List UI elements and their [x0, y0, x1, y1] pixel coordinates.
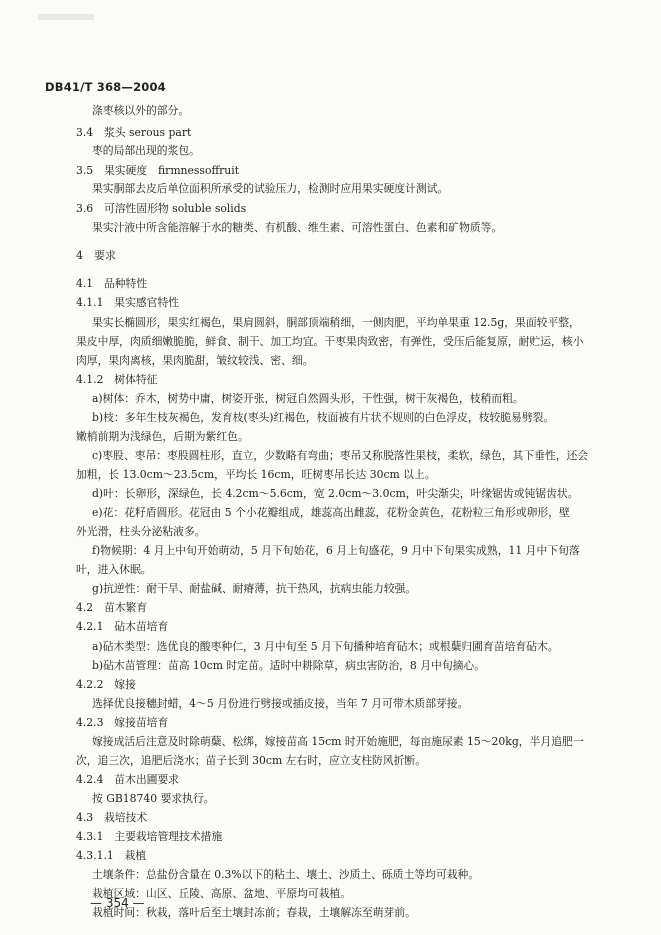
- text-line: 外光滑，柱头分泌粘液多。: [76, 525, 206, 538]
- text-line: 果实长椭圆形，果实红褐色，果肩圆斜，胴部顶端稍细，一侧肉肥，平均单果重 12.5g，果面较平整，: [92, 316, 580, 329]
- text-line: 按 GB18740 要求执行。: [92, 792, 215, 805]
- clause-heading: 4.2.4 苗木出圃要求: [76, 773, 180, 786]
- clause-heading: 3.5 果实硬度 firmnessoffruit: [76, 164, 240, 177]
- section-heading: 4 要求: [76, 249, 116, 262]
- list-item: b)砧木苗管理：苗高 10cm 时定苗。适时中耕除草，病虫害防治，8 月中旬摘心。: [92, 659, 486, 672]
- text-line: 栽植区域：山区、丘陵、高原、盆地、平原均可栽植。: [92, 887, 352, 900]
- document-code: DB41/T 368—2004: [45, 80, 166, 94]
- text-line: 栽植时间：秋栽，落叶后至土壤封冻前；春栽，土壤解冻至萌芽前。: [92, 906, 416, 919]
- text-line: 嫩梢前期为浅绿色，后期为紫红色。: [76, 430, 249, 443]
- clause-heading: 4.2.2 嫁接: [76, 678, 136, 691]
- list-item: d)叶：长卵形，深绿色，长 4.2cm～5.6cm，宽 2.0cm～3.0cm，叶尖渐尖，叶缘锯齿或钝锯齿状。: [92, 487, 579, 500]
- text-line: 选择优良接穗封蜡，4～5 月份进行劈接或插皮接，当年 7 月可带木质部芽接。: [92, 697, 469, 710]
- clause-heading: 4.3.1.1 栽植: [76, 849, 147, 862]
- clause-heading: 3.4 浆头 serous part: [76, 126, 192, 139]
- text-line: 次，追三次，追肥后浇水；苗子长到 30cm 左右时，应立支柱防风折断。: [76, 754, 426, 767]
- clause-heading: 4.2 苗木繁育: [76, 601, 148, 614]
- clause-heading: 4.2.1 砧木苗培育: [76, 620, 169, 633]
- list-item: f)物候期：4 月上中旬开始萌动，5 月下旬始花，6 月上旬盛花，9 月中下旬果实成熟，11 月中下旬落: [92, 544, 580, 557]
- text-line: 叶，进入休眠。: [76, 563, 152, 576]
- page-number: — 354 —: [90, 896, 145, 910]
- text-line: 果皮中厚，肉质细嫩脆脆，鲜食、制干、加工均宜。干枣果肉致密，有弹性，受压后能复原，耐贮运，核小: [76, 335, 584, 348]
- text-line: 加粗，长 13.0cm～23.5cm，平均长 16cm，旺树枣吊长达 30cm 以上。: [76, 468, 436, 481]
- clause-heading: 4.1.1 果实感官特性: [76, 296, 180, 309]
- text-line: 果实胴部去皮后单位面积所承受的试验压力，检测时应用果实硬度计测试。: [92, 182, 449, 195]
- text-line: 涤枣核以外的部分。: [92, 104, 190, 117]
- text-line: 枣的局部出现的浆包。: [92, 144, 200, 157]
- text-line: 肉厚，果肉离核，果肉脆甜，皱纹较浅、密、细。: [76, 354, 314, 367]
- text-line: 嫁接成活后注意及时除萌蘖、松绑，嫁接苗高 15cm 时开始施肥，每亩施尿素 15～20kg，半月追肥一: [92, 735, 584, 748]
- clause-heading: 4.3.1 主要栽培管理技术措施: [76, 830, 223, 843]
- list-item: b)枝：多年生枝灰褐色，发育枝(枣头)红褐色，枝面被有片状不规则的白色浮皮，枝较脆易劈裂。: [92, 411, 555, 424]
- text-line: 果实汁液中所含能溶解于水的糖类、有机酸、维生素、可溶性蛋白、色素和矿物质等。: [92, 221, 503, 234]
- clause-heading: 4.1.2 树体特征: [76, 373, 158, 386]
- clause-heading: 4.3 栽培技术: [76, 811, 148, 824]
- list-item: a)树体：乔木，树势中庸，树姿开张，树冠自然圆头形，干性强，树干灰褐色，枝稍而粗。: [92, 392, 524, 405]
- list-item: a)砧木类型：选优良的酸枣种仁，3 月中旬至 5 月下旬播种培育砧木；或根蘖归圃育苗培育砧木。: [92, 640, 559, 653]
- list-item: g)抗逆性：耐干旱、耐盐碱、耐瘠薄，抗干热风，抗病虫能力较强。: [92, 582, 417, 595]
- list-item: e)花：花籽盾圆形。花冠由 5 个小花瓣组成，雄蕊高出雌蕊，花粉金黄色，花粉粒三角形或卵形，壁: [92, 506, 570, 519]
- clause-heading: 4.2.3 嫁接苗培育: [76, 716, 169, 729]
- scan-mark: [38, 14, 94, 20]
- text-line: 土壤条件：总盐份含量在 0.3%以下的粘土、壤土、沙质土、砾质土等均可栽种。: [92, 868, 480, 881]
- list-item: c)枣股、枣吊：枣股圆柱形，直立，少数略有弯曲；枣吊又称脱落性果枝，柔软，绿色，其下垂性，还会: [92, 449, 589, 462]
- clause-heading: 4.1 品种特性: [76, 277, 148, 290]
- clause-heading: 3.6 可溶性固形物 soluble solids: [76, 202, 247, 215]
